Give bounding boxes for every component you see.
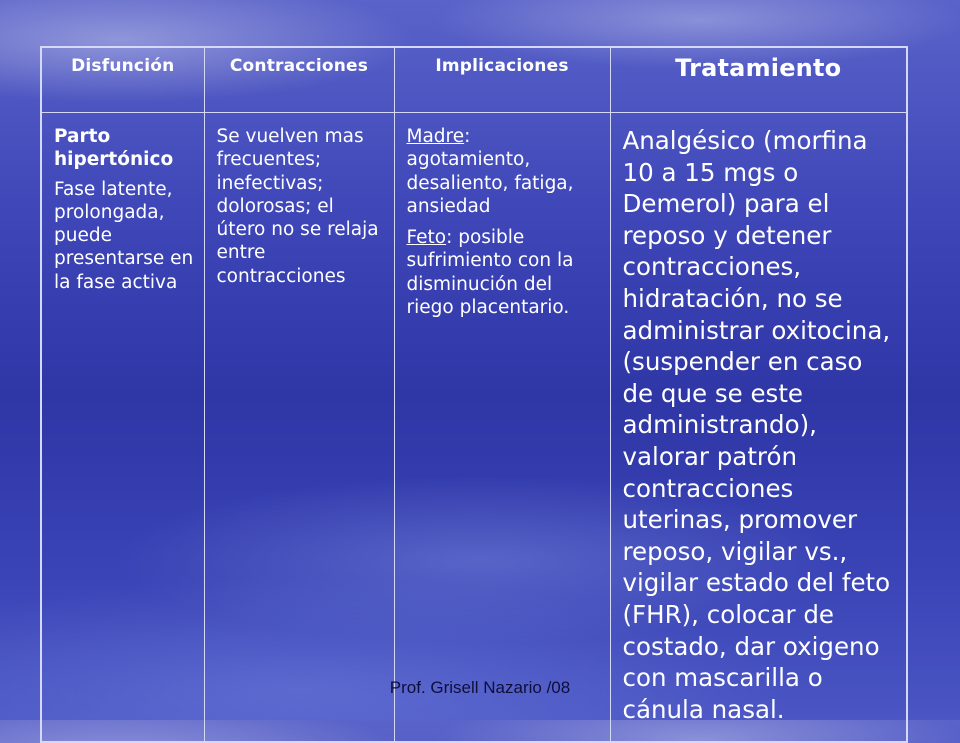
dysfunction-text: Fase latente, prolongada, puede presentarse en la fase activa (54, 178, 194, 293)
table-header-row (41, 47, 907, 113)
mother-label: Madre (406, 126, 465, 147)
table-row (41, 113, 907, 743)
dysfunction-table (40, 46, 908, 743)
header-tratamiento: Tratamiento (610, 47, 907, 113)
implication-fetus (407, 226, 600, 319)
cell-contracciones (204, 113, 394, 743)
treatment-text: Analgésico (morfina 10 a 15 mgs o Demerol) para el reposo y detener contracciones, hidratación, no se administrar oxitocina, (suspender en caso de que se este administrando), valorar patrón contracciones uterinas, promover reposo, vigilar vs., vigilar estado del feto (FHR), colocar de costado, dar oxigeno con mascarilla o cánula nasal. (622, 126, 891, 724)
header-disfuncion: Disfunción (41, 47, 204, 113)
cell-tratamiento (610, 113, 907, 743)
cell-disfuncion (41, 113, 204, 743)
implication-mother (407, 125, 600, 218)
cell-implicaciones (394, 113, 610, 743)
mother-text: : agotamiento, desaliento, fatiga, ansiedad (406, 126, 574, 217)
footer-author: Prof. Grisell Nazario /08 (389, 678, 571, 697)
fetus-text: : posible sufrimiento con la disminución del riego placentario. (406, 227, 574, 319)
fetus-label: Feto (406, 227, 447, 249)
header-contracciones: Contracciones (204, 47, 394, 113)
dysfunction-title: Parto hipertónico (54, 126, 174, 171)
header-implicaciones: Implicaciones (394, 47, 610, 113)
contractions-text: Se vuelven mas frecuentes; inefectivas; dolorosas; el útero no se relaja entre contracciones (216, 126, 379, 287)
